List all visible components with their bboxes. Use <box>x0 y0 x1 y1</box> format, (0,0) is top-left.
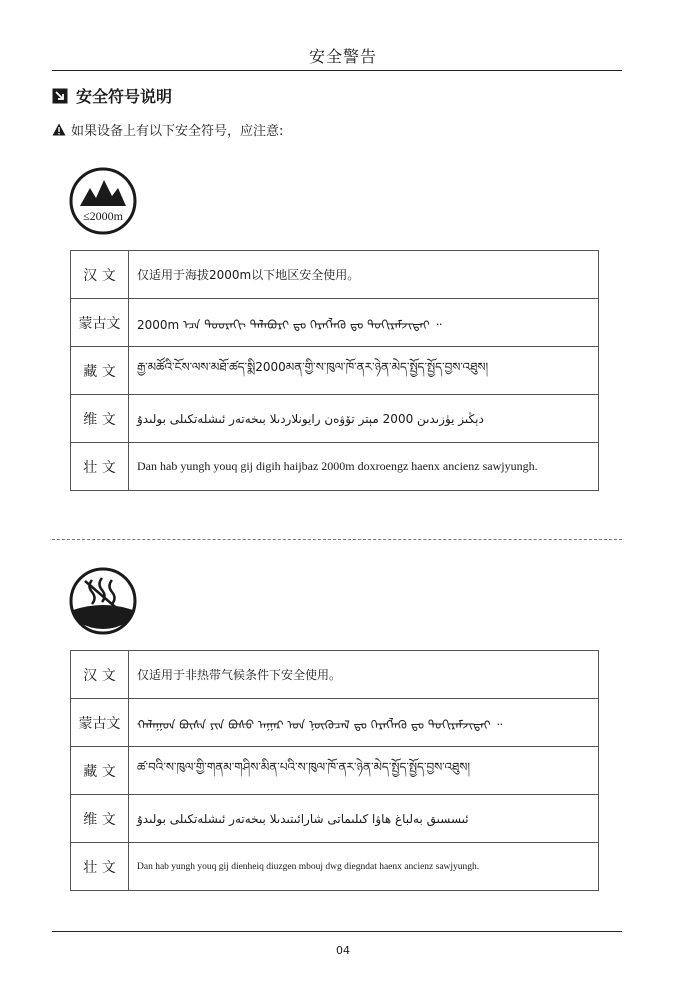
table-row <box>71 443 599 491</box>
non-tropical-translation-table <box>70 650 599 891</box>
warning-triangle-icon <box>52 123 66 136</box>
section-title: 安全符号说明 <box>76 87 173 106</box>
lang-label: 汉 文 <box>71 251 129 299</box>
page-number: 04 <box>336 944 350 957</box>
table-row <box>71 251 599 299</box>
translation-text: 仅适用于非热带气候条件下安全使用。 <box>129 651 599 699</box>
table-row <box>71 299 599 347</box>
translation-text: Dan hab yungh youq gij dienheiq diuzgen mbouj dwg diegndat haenx ancienz sawjyungh. <box>129 843 599 891</box>
lang-label: 维 文 <box>71 395 129 443</box>
lang-label: 汉 文 <box>71 651 129 699</box>
translation-text: دېڭىز يۈزىدىن 2000 مېتر تۆۋەن رايونلاردىلا بىخەتەر ئىشلەتكىلى بولىدۇ <box>129 395 599 443</box>
translation-text: ئىسسىق بەلباغ ھاۋا كىلىماتى شارائىتىدىلا بىخەتەر ئىشلەتكىلى بولىدۇ <box>129 795 599 843</box>
notice-line <box>52 120 283 139</box>
page-header-title: 安全警告 <box>308 47 377 66</box>
table-row <box>71 699 599 747</box>
translation-text: ᠬᠠᠯᠠᠭᠤᠨ ᠪᠦᠰᠡ ᠶᠢᠨ ᠪᠤᠰᠤ ᠠᠭᠠᠷ ᠤᠨ ᠨᠥᠬᠦᠴᠡᠯ ᠳᠤ ᠬᠡᠷᠡᠭᠯᠡᠬᠦ ᠳᠤ ᠲᠣᠬᠢᠷᠠᠮᠵᠢᠲᠠᠢ ᠃ <box>129 699 599 747</box>
footer-divider <box>52 931 622 932</box>
header-divider <box>52 70 622 71</box>
altitude-label: ≤2000m <box>83 209 123 223</box>
table-row <box>71 651 599 699</box>
non-tropical-climate-icon <box>68 566 138 636</box>
table-row <box>71 395 599 443</box>
table-row <box>71 843 599 891</box>
translation-text: རྒྱ་མཚོའི་ངོས་ལས་མཐོ་ཚད་སྨི2000མན་གྱི་ས་ཁུལ་ཁོ་ནར་ཉེན་མེད་སྤྱོད་སྤྱོད་བྱས་འཐུས། <box>129 347 599 395</box>
lang-label: 壮 文 <box>71 843 129 891</box>
translation-text: 仅适用于海拔2000m以下地区安全使用。 <box>129 251 599 299</box>
translation-text: 2000m ᠡᠴᠡ ᠳᠣᠣᠷᠠᠬᠢ ᠲᠠᠯᠠᠪᠤᠷᠢ ᠳᠤ ᠬᠡᠷᠡᠭᠯᠡᠬᠦ ᠳᠤ ᠲᠣᠬᠢᠷᠠᠮᠵᠢᠲᠠᠢ ᠃ <box>129 299 599 347</box>
lang-label: 蒙古文 <box>71 299 129 347</box>
table-row <box>71 795 599 843</box>
altitude-2000m-icon <box>68 166 138 236</box>
section-separator <box>52 539 622 540</box>
table-row <box>71 347 599 395</box>
lang-label: 蒙古文 <box>71 699 129 747</box>
lang-label: 维 文 <box>71 795 129 843</box>
lang-label: 壮 文 <box>71 443 129 491</box>
lang-label: 藏 文 <box>71 347 129 395</box>
lang-label: 藏 文 <box>71 747 129 795</box>
translation-text: Dan hab yungh youq gij digih haijbaz 2000m doxroengz haenx ancienz sawjyungh. <box>129 443 599 491</box>
section-heading <box>52 84 172 107</box>
table-row <box>71 747 599 795</box>
translation-text: ཚ་བའི་ས་ཁུལ་གྱི་གནམ་གཤིས་མིན་པའི་ས་ཁུལ་ཁོ་ནར་ཉེན་མེད་སྤྱོད་སྤྱོད་བྱས་འཐུས། <box>129 747 599 795</box>
altitude-translation-table <box>70 250 599 491</box>
section-box-icon <box>52 88 68 104</box>
notice-text: 如果设备上有以下安全符号，应注意: <box>71 124 284 139</box>
